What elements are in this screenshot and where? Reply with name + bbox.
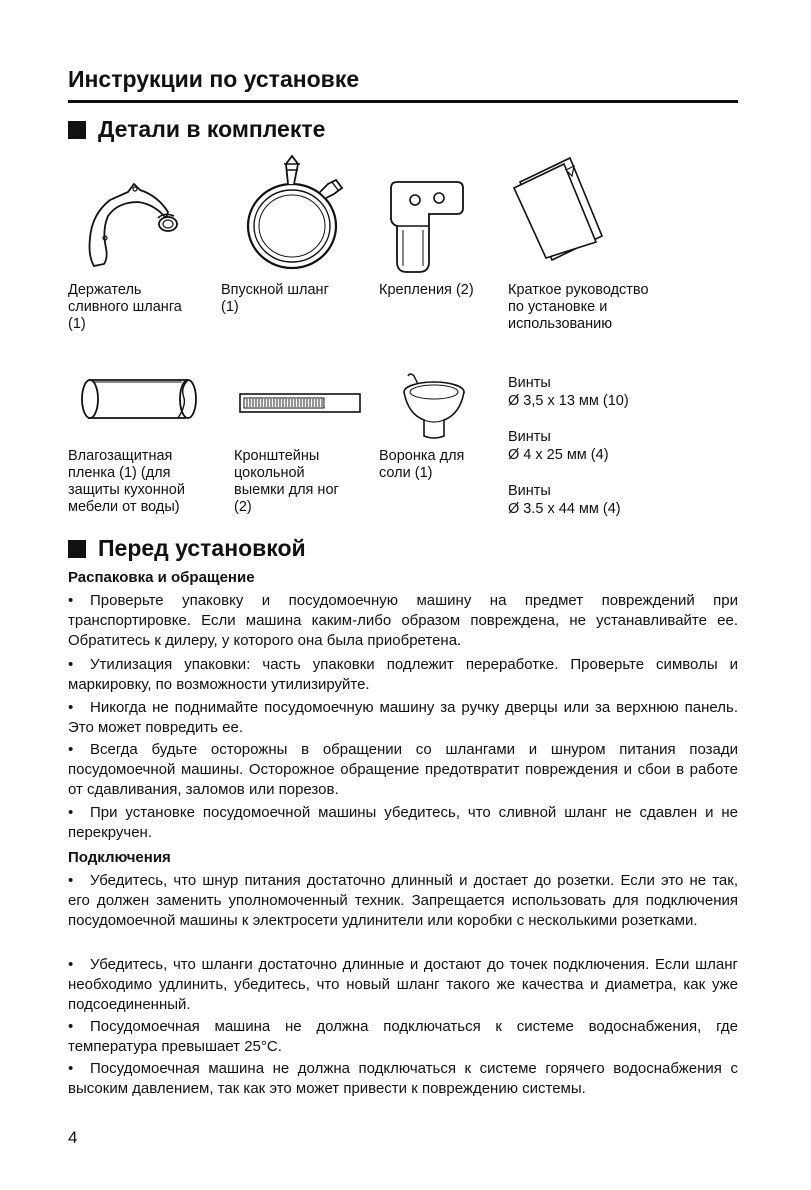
bullet-mark: • [68, 1060, 74, 1077]
bullet-mark: • [68, 956, 74, 973]
bullet-mark: • [68, 741, 74, 758]
page-number: 4 [68, 1128, 78, 1147]
protective-film-icon [78, 372, 203, 424]
bullet-text: Проверьте упаковку и посудомоечную машину на предмет повреждений при транспортировке. Если машина каким-либо образом повреждена, не устанавливайте ее. Обратитесь к дилеру, у которого она была приобретена. [68, 592, 738, 650]
inlet-hose-icon [240, 148, 350, 273]
drain-hose-holder-icon [80, 178, 190, 273]
subheading-connections: Подключения [68, 849, 171, 866]
bullet-text: Посудомоечная машина не должна подключаться к системе горячего водоснабжения с высоким давлением, так как это может привести к повреждению системы. [68, 1060, 738, 1098]
page-title: Инструкции по установке [68, 66, 360, 92]
part-label-salt-funnel: Воронка для соли (1) [379, 448, 465, 481]
mounting-bracket-icon [385, 178, 465, 278]
screws-name-2: Винты [508, 429, 551, 445]
section-heading-before-install-text: Перед установкой [98, 535, 306, 561]
bullet-mark: • [68, 592, 74, 609]
bullet-text: Утилизация упаковки: часть упаковки подлежит переработке. Проверьте символы и маркировку, по возможности утилизируйте. [68, 656, 738, 694]
section-heading-parts-text: Детали в комплекте [98, 116, 326, 142]
part-label-kick-plate-bracket: Кронштейны цокольной выемки для ног (2) [234, 448, 339, 515]
bullet-paragraph [68, 591, 738, 652]
bullet-paragraph [68, 740, 738, 801]
part-label-manual: Краткое руководство по установке и использованию [508, 282, 649, 332]
bullet-mark: • [68, 656, 74, 673]
bullet-mark: • [68, 872, 74, 889]
bullet-paragraph [68, 1017, 738, 1057]
screws-spec-2: Ø 4 х 25 мм (4) [508, 447, 609, 463]
section-heading-parts [68, 116, 325, 143]
screws-spec-3: Ø 3.5 х 44 мм (4) [508, 501, 621, 517]
part-label-inlet-hose: Впускной шланг (1) [221, 282, 329, 315]
screws-name-3: Винты [508, 483, 551, 499]
bullet-mark: • [68, 699, 74, 716]
bullet-text: Посудомоечная машина не должна подключаться к системе водоснабжения, где температура превышает 25°C. [68, 1018, 738, 1056]
bullet-paragraph [68, 955, 738, 1016]
screws-name-1: Винты [508, 375, 551, 391]
screws-spec-1: Ø 3,5 х 13 мм (10) [508, 393, 629, 409]
section-square-icon [68, 540, 86, 558]
salt-funnel-icon [398, 370, 473, 442]
subheading-unpacking: Распаковка и обращение [68, 569, 255, 586]
bullet-mark: • [68, 804, 74, 821]
bullet-mark: • [68, 1018, 74, 1035]
bullet-paragraph [68, 655, 738, 695]
part-label-drain-hose-holder: Держатель сливного шланга (1) [68, 282, 182, 332]
bullet-text: Всегда будьте осторожны в обращении со шлангами и шнуром питания позади посудомоечной машины. Осторожное обращение предотвратит повреждения и сбои в работе от сдавливания, заломов или порезов. [68, 741, 738, 799]
section-square-icon [68, 121, 86, 139]
part-label-mounting-bracket: Крепления (2) [379, 282, 474, 298]
bullet-text: Убедитесь, что шланги достаточно длинные и достают до точек подключения. Если шланг необходимо удлинить, убедитесь, что новый шланг такого же качества и диаметра, как уже подсоединенный. [68, 956, 738, 1014]
bullet-paragraph [68, 1059, 738, 1099]
bullet-text: Никогда не поднимайте посудомоечную машину за ручку дверцы или за верхнюю панель. Это может повредить ее. [68, 699, 738, 737]
bullet-paragraph [68, 871, 738, 932]
kick-plate-bracket-icon [238, 392, 363, 414]
title-rule [68, 100, 738, 103]
section-heading-before-install [68, 535, 306, 562]
bullet-paragraph [68, 803, 738, 843]
manual-icon [510, 150, 610, 265]
bullet-text: Убедитесь, что шнур питания достаточно длинный и достает до розетки. Если это не так, его должен заменить уполномоченный техник. Запрещается использовать для подключения посудомоечной машины к электросети удлинители или коробки с несколькими розетками. [68, 872, 738, 930]
bullet-paragraph [68, 698, 738, 738]
part-label-protective-film: Влагозащитная пленка (1) (для защиты кухонной мебели от воды) [68, 448, 185, 515]
bullet-text: При установке посудомоечной машины убедитесь, что сливной шланг не сдавлен и не перекручен. [68, 804, 738, 842]
